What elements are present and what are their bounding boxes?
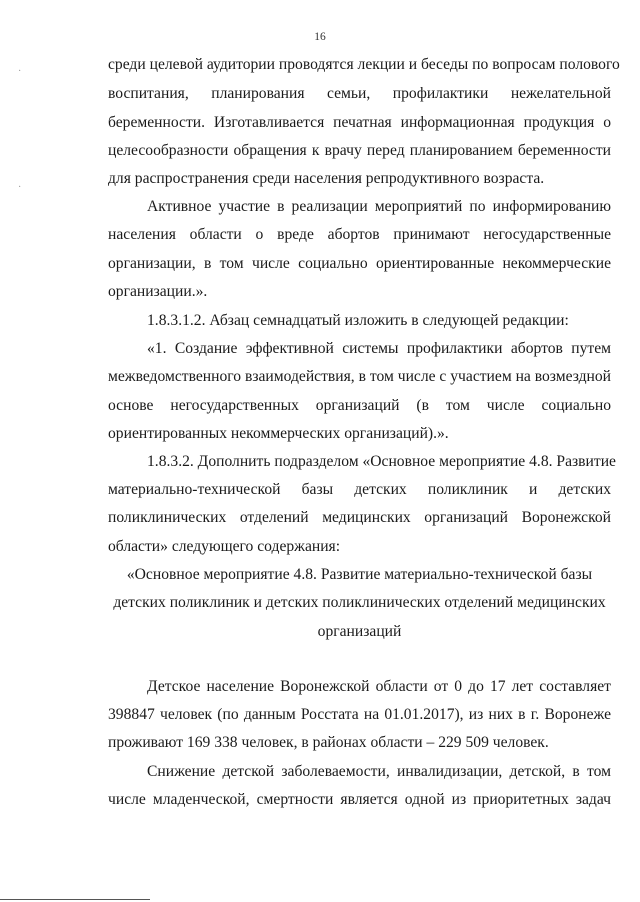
text-line: целесообразности обращения к врачу перед планированием беременности: [108, 142, 611, 159]
section-heading-line: «Основное мероприятие 4.8. Развитие материально-технической базы: [126, 566, 593, 583]
text-line: населения области о вреде абортов принимают негосударственные: [108, 226, 611, 243]
text-line: основе негосударственных организаций (в том числе социально: [108, 397, 611, 414]
text-line: Снижение детской заболеваемости, инвалидизации, детской, в том: [147, 763, 611, 780]
text-line: беременности. Изготавливается печатная информационная продукция о: [108, 114, 611, 131]
text-line: 1.8.3.1.2. Абзац семнадцатый изложить в следующей редакции:: [147, 312, 569, 329]
text-line: Детское население Воронежской области от 0 до 17 лет составляет: [147, 678, 611, 695]
text-line: 1.8.3.2. Дополнить подразделом «Основное мероприятие 4.8. Развитие: [147, 453, 616, 470]
scan-mark: ·: [18, 182, 22, 193]
scan-mark: ·: [18, 66, 22, 77]
bottom-rule: [0, 899, 150, 900]
text-line: организации.».: [108, 283, 208, 300]
text-line: области» следующего содержания:: [108, 538, 341, 555]
page-number: 16: [314, 31, 326, 43]
text-line: числе младенческой, смертности является одной из приоритетных задач: [108, 791, 611, 808]
text-line: 398847 человек (по данным Росстата на 01.01.2017), из них в г. Воронеже: [108, 706, 611, 723]
text-line: организации, в том числе социально ориентированные некоммерческие: [108, 255, 611, 272]
section-heading-line: организаций: [317, 623, 402, 640]
text-line: Активное участие в реализации мероприятий по информированию: [147, 198, 611, 215]
text-line: поликлинических отделений медицинских организаций Воронежской: [108, 509, 611, 526]
section-heading-line: детских поликлиник и детских поликлинических отделений медицинских: [113, 594, 606, 611]
text-line: материально-технической базы детских поликлиник и детских: [108, 481, 611, 498]
text-line: проживают 169 338 человек, в районах области – 229 509 человек.: [108, 734, 549, 751]
text-line: ориентированных некоммерческих организаций).».: [108, 425, 449, 442]
text-line: для распространения среди населения репродуктивного возраста.: [108, 170, 545, 187]
text-line: среди целевой аудитории проводятся лекции и беседы по вопросам полового: [108, 56, 620, 73]
text-line: межведомственного взаимодействия, в том числе с участием на возмездной: [108, 368, 612, 385]
text-line: «1. Создание эффективной системы профилактики абортов путем: [147, 340, 611, 357]
text-line: воспитания, планирования семьи, профилактики нежелательной: [108, 85, 611, 102]
